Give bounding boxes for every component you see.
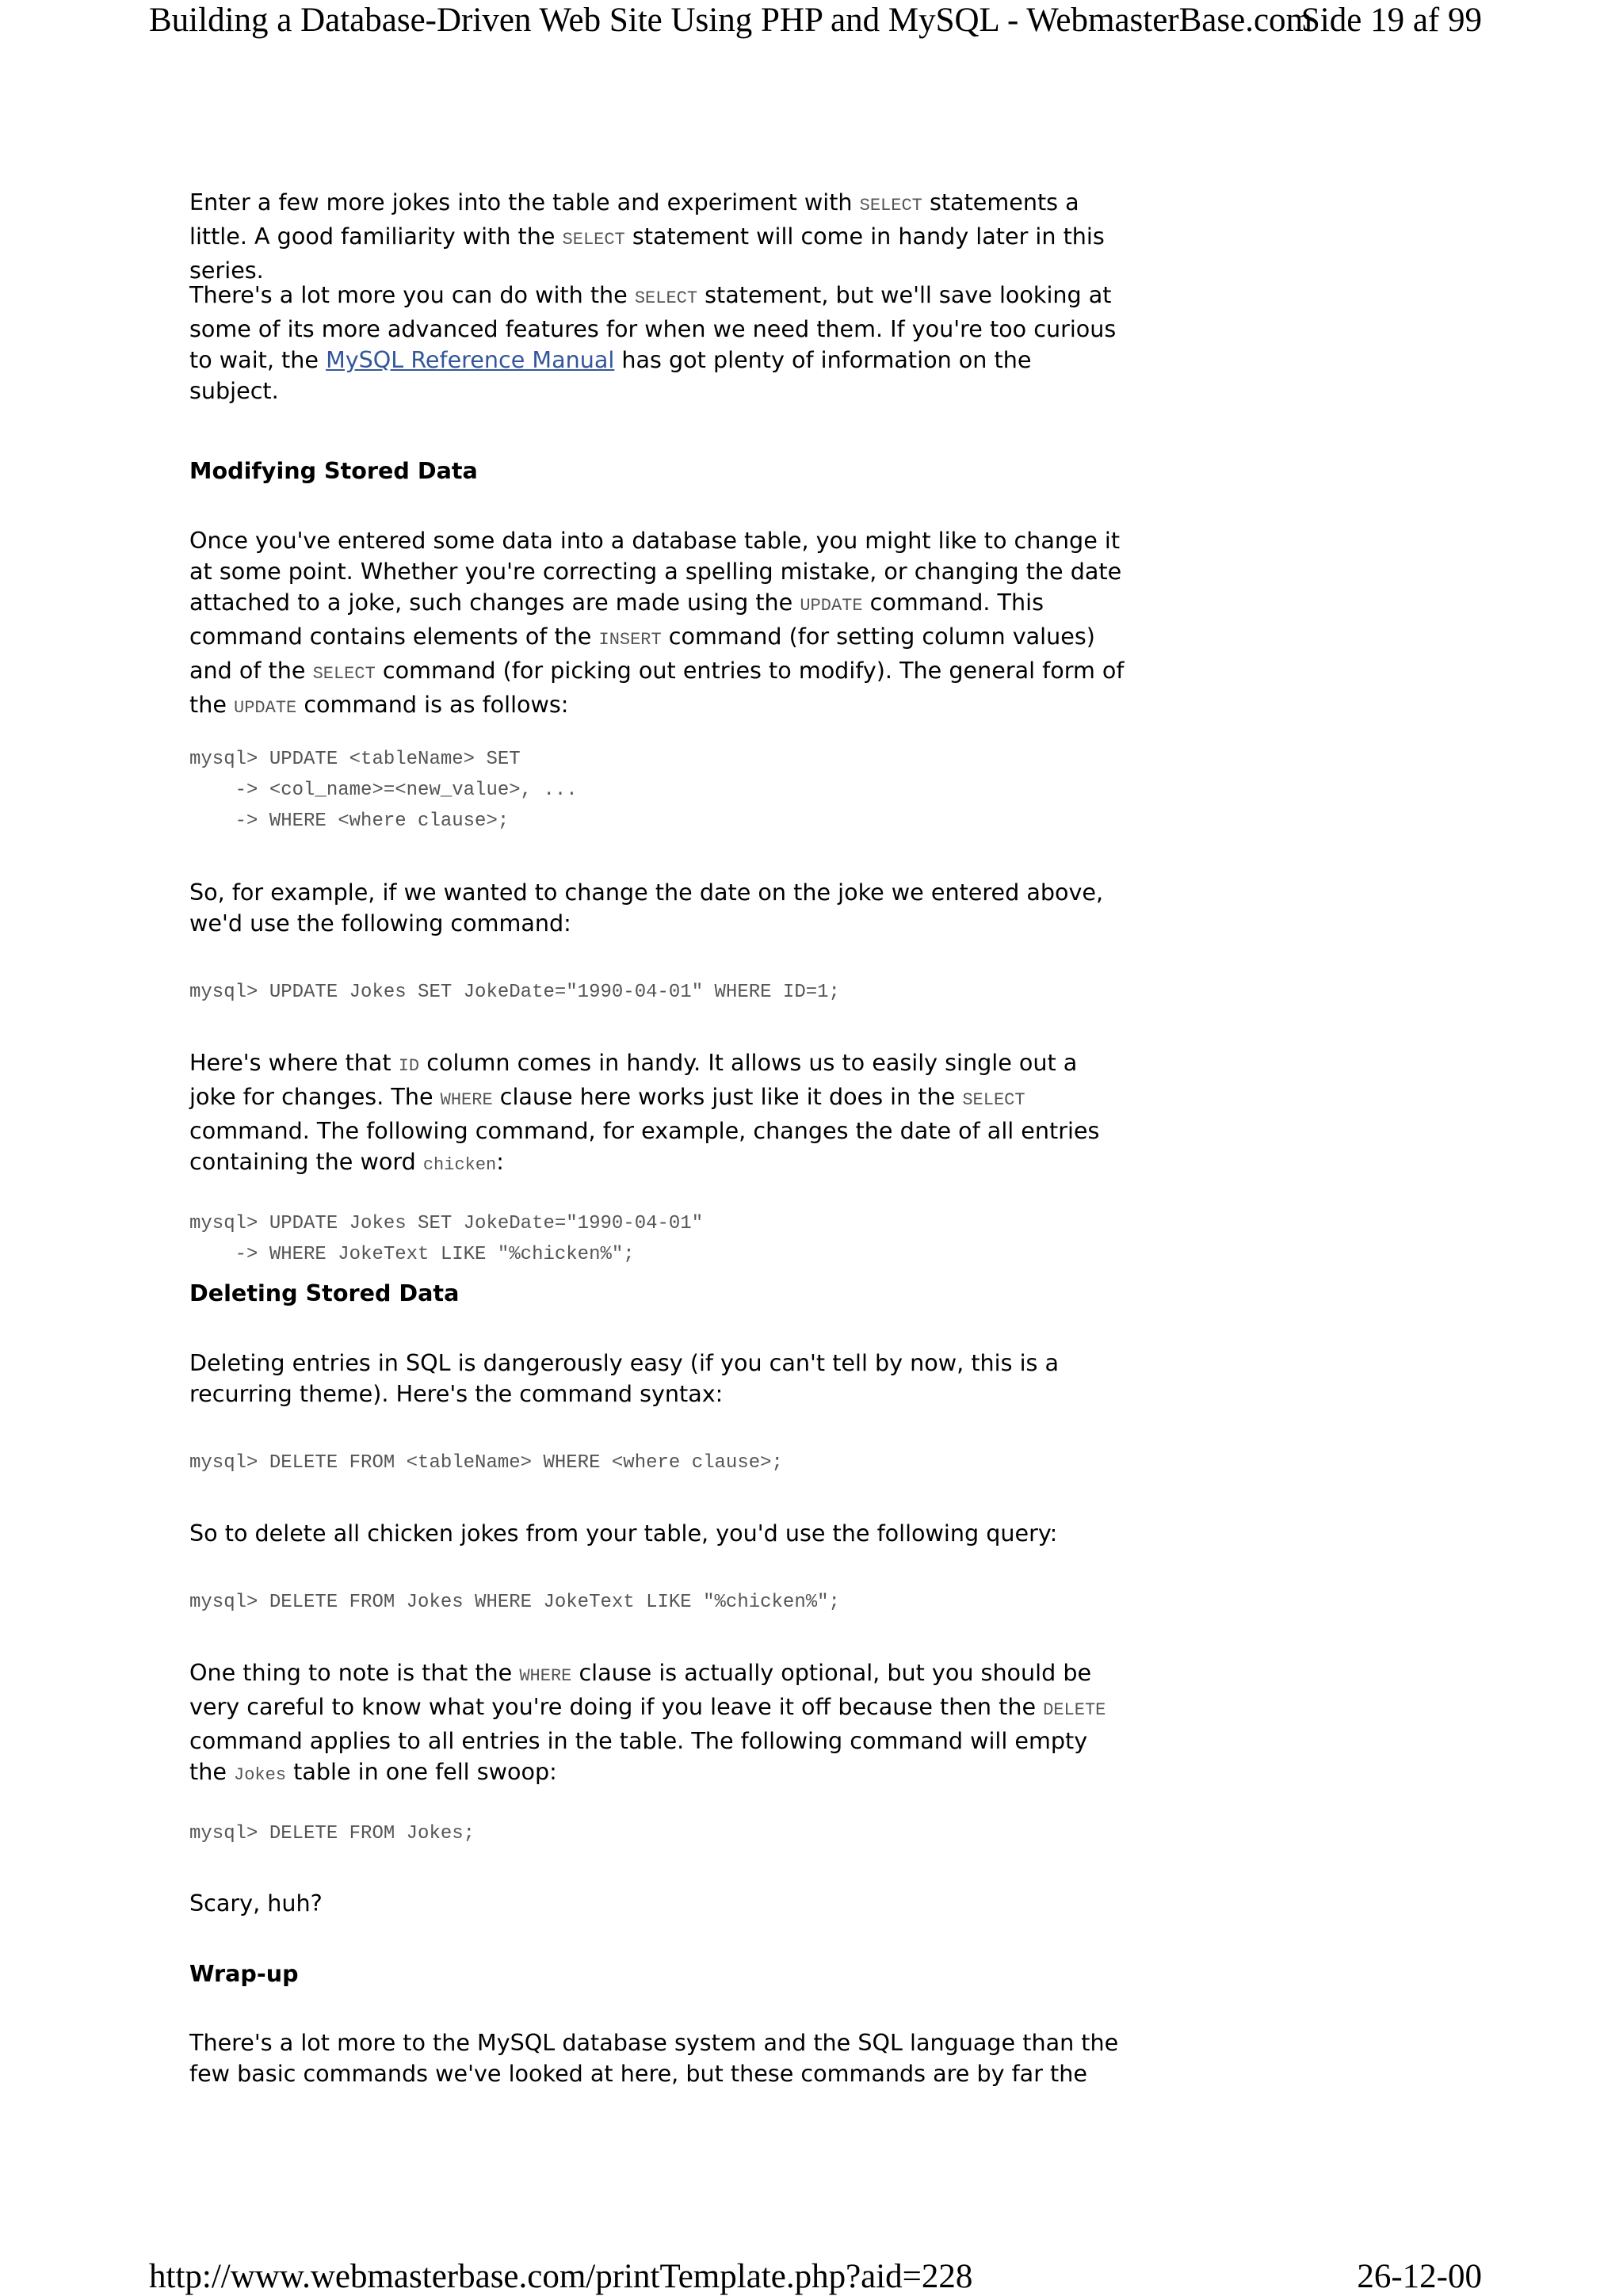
inline-code: SELECT [962,1090,1025,1110]
code-block-update-like: mysql> UPDATE Jokes SET JokeDate="1990-04-01" -> WHERE JokeText LIKE "%chicken%"; [189,1213,704,1265]
inline-code: Jokes [234,1765,287,1785]
section-heading-deleting: Deleting Stored Data [189,1280,460,1306]
inline-code: DELETE [1043,1700,1106,1720]
inline-code: ID [398,1056,420,1076]
inline-code: UPDATE [800,596,863,616]
chicken-paragraph: So to delete all chicken jokes from your table, you'd use the following query: [189,1520,1058,1547]
mysql-manual-link[interactable]: MySQL Reference Manual [326,346,615,373]
inline-code: chicken [422,1155,497,1175]
inline-code: SELECT [634,288,698,308]
page-number: Side 19 af 99 [1300,2,1482,39]
inline-code: INSERT [598,630,662,650]
intro-paragraph: Enter a few more jokes into the table and experiment with SELECT statements a little. A good familiarity with the SELECT statement will come in handy later in this series. [189,189,1105,284]
wrapup-paragraph: There's a lot more to the MySQL database system and the SQL language than the few basic commands we've looked at here, but these commands are by far the [189,2029,1119,2087]
where-paragraph: One thing to note is that the WHERE clause is actually optional, but you should be very careful to know what you're doing if you leave it off because then the DELETE command applies to all entries in the table. The following command will empty the Jokes table in one fell swoop: [189,1659,1106,1785]
code-block-update-id: mysql> UPDATE Jokes SET JokeDate="1990-04-01" WHERE ID=1; [189,982,840,1003]
modify-paragraph: Once you've entered some data into a database table, you might like to change it at some point. Whether you're correcting a spelling mistake, or changing the date attached to a joke, such changes are made using the UPDATE command. This command contains elements of the INSERT command (for setting column values) and of the SELECT command (for picking out entries to modify). The general form of the UPDATE command is as follows: [189,527,1125,718]
footer-date: 26-12-00 [1357,2258,1482,2295]
code-block-update-syntax: mysql> UPDATE <tableName> SET -> <col_name>=<new_value>, ... -> WHERE <where clause>; [189,749,578,832]
code-block-delete-syntax: mysql> DELETE FROM <tableName> WHERE <where clause>; [189,1452,783,1474]
page-header-title: Building a Database-Driven Web Site Using PHP and MySQL - WebmasterBase.com [149,2,1312,39]
code-block-delete-chicken: mysql> DELETE FROM Jokes WHERE JokeText LIKE "%chicken%"; [189,1592,840,1613]
inline-code: WHERE [519,1666,572,1686]
footer-url: http://www.webmasterbase.com/printTemplate.php?aid=228 [149,2258,973,2295]
delete-paragraph: Deleting entries in SQL is dangerously easy (if you can't tell by now, this is a recurring theme). Here's the command syntax: [189,1349,1060,1407]
inline-code: WHERE [440,1090,493,1110]
inline-code: SELECT [859,196,922,215]
inline-code: UPDATE [234,698,297,718]
intro-paragraph-2: There's a lot more you can do with the SELECT statement, but we'll save looking at some of its more advanced features for when we need them. If you're too curious to wait, the MySQL Reference Manual has got plenty of information on the subject. [189,281,1117,404]
scary-paragraph: Scary, huh? [189,1890,323,1917]
code-block-delete-all: mysql> DELETE FROM Jokes; [189,1823,475,1844]
inline-code: SELECT [312,664,376,684]
example-paragraph: So, for example, if we wanted to change the date on the joke we entered above, we'd use the following command: [189,879,1104,936]
inline-code: SELECT [562,230,625,250]
section-heading-modifying: Modifying Stored Data [189,457,478,484]
section-heading-wrapup: Wrap-up [189,1960,299,1987]
id-paragraph: Here's where that ID column comes in handy. It allows us to easily single out a joke for changes. The WHERE clause here works just like it does in the SELECT command. The following command, for example, changes the date of all entries containing the word chicken: [189,1049,1100,1175]
